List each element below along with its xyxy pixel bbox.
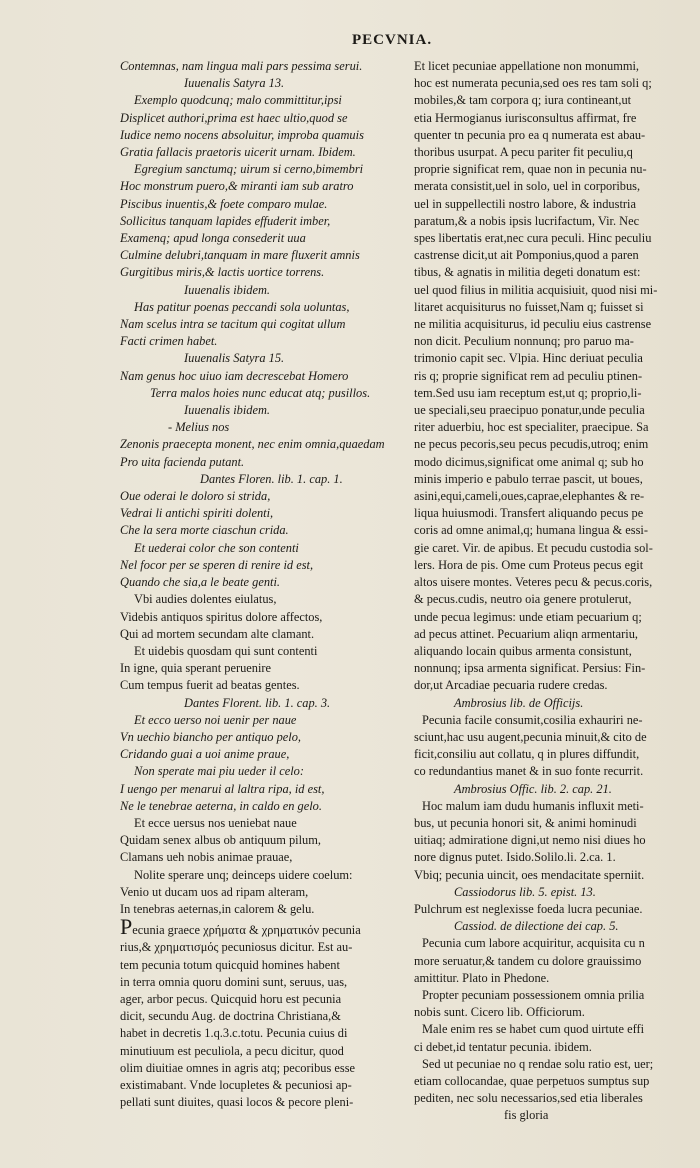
text-line: merata consistit,uel in solo, uel in corporibus, bbox=[414, 179, 641, 194]
text-line: Contemnas, nam lingua mali pars pessima serui. bbox=[120, 59, 363, 73]
text-line: Vedrai li antichi spiriti dolenti, bbox=[120, 506, 274, 521]
text-line: paratum,& a nobis ipsis lucrifactum, Vir. Nec bbox=[414, 213, 640, 228]
text-line: Iuuenalis Satyra 13. bbox=[184, 76, 285, 91]
text-line: quenter tn pecunia pro ea q numerata est abau- bbox=[414, 127, 646, 142]
text-line: Examenq; apud longa consederit uua bbox=[120, 231, 306, 246]
text-line: Qui ad mortem secundam alte clamant. bbox=[120, 626, 315, 641]
text-line: uel in suppellectili nostro labore, & industria bbox=[414, 196, 636, 211]
text-line: existimabant. Vnde locupletes & pecuniosi ap- bbox=[120, 1077, 352, 1092]
text-line: Displicet authori,prima est haec ultio,quod se bbox=[120, 110, 348, 125]
text-line: dor,ut Arcadiae pecuaria rudere credas. bbox=[414, 678, 608, 693]
text-line: liqua huiusmodi. Transfert aliquando pecus pe bbox=[414, 506, 644, 521]
text-line: ci debet,id tentatur pecunia. ibidem. bbox=[414, 1039, 592, 1054]
text-line: bus, ut pecunia honori sit, & animi hominudi bbox=[414, 815, 637, 830]
text-line: ager, arbor pecus. Quicquid horu est pecunia bbox=[120, 991, 342, 1006]
text-line: lers. Hora de pis. Ome cum Proteus pecus egit bbox=[414, 557, 644, 572]
text-line: Vbiq; pecunia uincit, oes mendacitate sperniit. bbox=[414, 867, 645, 882]
text-line: Gratia fallacis praetoris uicerit urnam. Ibidem. bbox=[120, 145, 356, 160]
text-line: tem.Sed usu iam receptum est,ut q; proprio,li- bbox=[414, 385, 642, 400]
text-line: non dicit. Peculium nonnunq; pro paruo ma- bbox=[414, 334, 634, 349]
text-line: Quidam senex albus ob antiquum pilum, bbox=[120, 833, 321, 848]
text-line: hoc est numerata pecunia,sed oes res tam soli q; bbox=[414, 76, 652, 91]
text-line: more seruatur,& tandem cu dolore grauissimo bbox=[414, 953, 642, 968]
text-line: Nel focor per se speren di renire id est, bbox=[120, 557, 314, 572]
text-line: & pecus.cudis, neutro oia genere protulerut, bbox=[414, 592, 632, 607]
text-line: spes libertatis erat,nec cura peculi. Hinc peculiu bbox=[414, 231, 652, 246]
text-line: Dantes Florent. lib. 1. cap. 3. bbox=[184, 695, 331, 710]
text-line: Che la sera morte ciaschun crida. bbox=[120, 523, 289, 538]
text-line: riter aduerbiu, hoc est specialiter, praecipue. Sa bbox=[414, 420, 649, 435]
text-line: Vn uechio biancho per antiquo pelo, bbox=[120, 729, 302, 744]
text-line: unde pecua legimus: unde etiam pecuarium q; bbox=[414, 609, 642, 624]
text-line: Sed ut pecuniae no q rendae solu ratio est, uer; bbox=[422, 1056, 654, 1071]
text-line: pellati sunt diuites, quasi locos & pecore pleni- bbox=[120, 1095, 354, 1110]
text-line: sciunt,hac usu augent,pecunia minuit,& cito de bbox=[414, 729, 647, 744]
text-line: rius,& χρηματισμός pecuniosus dicitur. Est au- bbox=[120, 940, 353, 955]
text-line: asini,equi,cameli,oues,caprae,elephantes & re- bbox=[414, 489, 645, 504]
text-line: Cum tempus fuerit ad beatas gentes. bbox=[120, 678, 300, 693]
text-line: ficit,consiliu aut collatu, q in plures diffundit, bbox=[414, 747, 640, 762]
text-line: ris q; proprie significat rem ad peculiu ptinen- bbox=[414, 368, 643, 383]
text-line: proprie significat rem, quae non in pecunia nu- bbox=[414, 162, 647, 177]
text-line: tibus, & agnatis in militia degeti donatum est: bbox=[414, 265, 641, 280]
running-title: PECVNIA. bbox=[352, 32, 433, 48]
text-line: Videbis antiquos spiritus dolore affectos, bbox=[120, 609, 323, 624]
drop-cap: P bbox=[120, 918, 133, 940]
text-line: Facti crimen habet. bbox=[120, 334, 218, 349]
text-line: castrense dicit,ut ait Pomponius,quod a paren bbox=[414, 248, 639, 263]
text-line: Pecunia cum labore acquiritur, acquisita cu n bbox=[422, 936, 645, 951]
text-line: Dantes Floren. lib. 1. cap. 1. bbox=[200, 471, 343, 486]
text-line: Iuuenalis ibidem. bbox=[184, 282, 271, 297]
text-line: minis imperio e pabulo terrae pascit, ut boues, bbox=[414, 471, 643, 486]
text-line: modo dicimus,significat ome animal q; sub ho bbox=[414, 454, 644, 469]
text-line: litaret acquisiturus no fuisset,Nam q; fuisset si bbox=[414, 299, 644, 314]
right-text-column bbox=[414, 58, 684, 1125]
text-line: nonnunq; ipsa armenta significat. Persius: Fin- bbox=[414, 661, 646, 676]
text-line: habet in decretis 1.q.3.c.totu. Pecunia cuius di bbox=[120, 1026, 348, 1041]
page-header bbox=[0, 34, 700, 54]
text-line: Cassiod. de dilectione dei cap. 5. bbox=[454, 919, 619, 934]
text-line: In tenebras aeternas,in calorem & gelu. bbox=[120, 901, 315, 916]
text-line: ne militia acquisiturus, id peculiu eius castrense bbox=[414, 317, 652, 332]
text-line: nobis sunt. Cicero lib. Officiorum. bbox=[414, 1005, 585, 1020]
text-line: Clamans ueh nobis animae prauae, bbox=[120, 850, 293, 865]
text-line: olim diuitiae omnes in agris atq; pecoribus esse bbox=[120, 1060, 356, 1075]
text-line: Egregium sanctumq; uirum si cerno,bimembri bbox=[134, 162, 364, 177]
text-line: amittitur. Plato in Phedone. bbox=[414, 970, 550, 985]
text-line: Et licet pecuniae appellatione non monummi, bbox=[414, 59, 640, 73]
text-line: gie caret. Vir. de apibus. Et pecudu custodia sol- bbox=[414, 540, 653, 555]
text-line: In igne, quia sperant peruenire bbox=[120, 661, 272, 676]
text-line: Zenonis praecepta monent, nec enim omnia,quaedam bbox=[120, 437, 385, 452]
text-line: Hoc malum iam dudu humanis influxit meti- bbox=[422, 798, 644, 813]
text-line: etia Hermogianus iurisconsultus affirmat, fre bbox=[414, 110, 637, 125]
text-line: Pro uita facienda putant. bbox=[120, 454, 245, 469]
text-line: Pulchrum est neglexisse foeda lucra pecuniae. bbox=[414, 901, 643, 916]
text-line: Nam scelus intra se tacitum qui cogitat ullum bbox=[120, 317, 346, 332]
text-line: uel quod filius in militia acquisiuit, quod nisi mi- bbox=[414, 282, 658, 297]
text-line: Non sperate mai piu ueder il celo: bbox=[134, 764, 304, 779]
text-line: Culmine delubri,tanquam in mare fluxerit amnis bbox=[120, 248, 360, 263]
text-line: Et ecce uersus nos ueniebat naue bbox=[134, 815, 297, 830]
text-line: Nolite sperare unq; deinceps uidere coelum: bbox=[134, 867, 353, 882]
text-line: Exemplo quodcunq; malo committitur,ipsi bbox=[134, 93, 342, 108]
text-line: Cassiodorus lib. 5. epist. 13. bbox=[454, 884, 596, 899]
text-line: Hoc monstrum puero,& miranti iam sub aratro bbox=[120, 179, 354, 194]
text-line: Cridando guai a uoi anime praue, bbox=[120, 747, 290, 762]
text-line: Sollicitus tanquam lapides effuderit imber, bbox=[120, 213, 331, 228]
text-line: altos uisere montes. Veteres pecu & pecus.coris, bbox=[414, 575, 653, 590]
left-text-column bbox=[120, 58, 402, 1111]
text-line: Et uederai color che son contenti bbox=[134, 540, 299, 555]
text-line: ne pecus pecoris,seu pecus pecudis,utroq; enim bbox=[414, 437, 649, 452]
text-line: Gurgitibus miris,& lactis uortice torrens. bbox=[120, 265, 325, 280]
text-line: Terra malos hoies nunc educat atq; pusillos. bbox=[150, 385, 371, 400]
text-line: thoribus usurpat. A pecu pariter fit peculiu,q bbox=[414, 145, 633, 160]
text-line: Iuuenalis Satyra 15. bbox=[184, 351, 285, 366]
text-line: etiam collocandae, quae perpetuos sumptus sup bbox=[414, 1073, 650, 1088]
text-line: Ambrosius Offic. lib. 2. cap. 21. bbox=[454, 781, 612, 796]
text-line: Et uidebis quosdam qui sunt contenti bbox=[134, 643, 318, 658]
text-line: Quando che sia,a le beate genti. bbox=[120, 575, 281, 590]
text-line: minutiuum est peculiola, a pecu dicitur, quod bbox=[120, 1043, 344, 1058]
text-line bbox=[120, 918, 402, 939]
text-line: pediten, nec solu necessarios,sed etia liberales bbox=[414, 1091, 643, 1106]
text-line: Nam genus hoc uiuo iam decrescebat Homero bbox=[120, 368, 349, 383]
text-line: tem pecunia totum quicquid homines habent bbox=[120, 957, 340, 972]
text-line: Ne le tenebrae aeterna, in caldo en gelo. bbox=[120, 798, 322, 813]
text-line: Oue oderai le doloro si strida, bbox=[120, 489, 271, 504]
text-line: Venio ut ducam uos ad ripam alteram, bbox=[120, 884, 309, 899]
text-line: ue speciali,seu praecipuo ponatur,unde peculia bbox=[414, 403, 645, 418]
text-line: aliquando locain quibus armenta consistunt, bbox=[414, 643, 632, 658]
text-line: in terra omnia quoru domini sunt, seruus, uas, bbox=[120, 974, 348, 989]
text-line: ad pecus attinet. Pecuarium aliqn armentariu, bbox=[414, 626, 638, 641]
text-line: Ambrosius lib. de Officijs. bbox=[454, 695, 584, 710]
text-line: Vbi audies dolentes eiulatus, bbox=[134, 592, 277, 607]
text-line: Has patitur poenas peccandi sola uoluntas, bbox=[134, 299, 350, 314]
text-line: Pecunia facile consumit,cosilia exhauriri ne- bbox=[422, 712, 643, 727]
text-line: fis gloria bbox=[504, 1108, 549, 1123]
text-line: Iuuenalis ibidem. bbox=[184, 403, 271, 418]
text-line: mobiles,& tam corpora q; iura contineant,ut bbox=[414, 93, 632, 108]
text-line: co redundantius manet & in suo fonte recurrit. bbox=[414, 764, 644, 779]
text-line-rest: ecunia graece χρήματα & χρηματικόν pecunia bbox=[132, 923, 361, 938]
text-line: dicit, secundu Aug. de doctrina Christiana,& bbox=[120, 1009, 341, 1024]
text-line: trimonio capit sec. Vlpia. Hinc deriuat peculia bbox=[414, 351, 643, 366]
text-line: nore dignus putet. Isido.Solilo.li. 2.ca. 1. bbox=[414, 850, 616, 865]
text-line: coris ad omne animal,q; humana lingua & essi- bbox=[414, 523, 648, 538]
text-line: uitiaq; admiratione digni,ut nemo nisi diues ho bbox=[414, 833, 646, 848]
text-line: I uengo per menarui al laltra ripa, id est, bbox=[120, 781, 325, 796]
text-line: Et ecco uerso noi uenir per naue bbox=[134, 712, 297, 727]
text-line: Male enim res se habet cum quod uirtute effi bbox=[422, 1022, 645, 1037]
text-line: Propter pecuniam possessionem omnia prilia bbox=[422, 987, 645, 1002]
text-line: Iudice nemo nocens absoluitur, improba quamuis bbox=[120, 127, 364, 142]
text-line: Piscibus inuentis,& foete comparo mulae. bbox=[120, 196, 328, 211]
text-line: - Melius nos bbox=[168, 420, 230, 435]
